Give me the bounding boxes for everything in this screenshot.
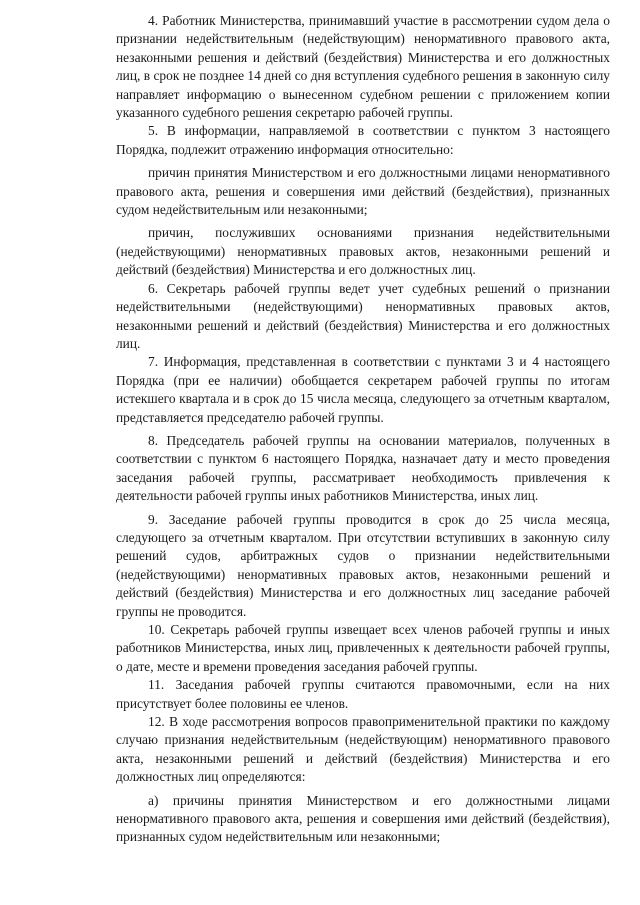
paragraph-9: 9. Заседание рабочей группы проводится в срок до 25 числа месяца, следующего за отчетным кварталом. При отсутствии вступивших в законную силу решений судов, арбитражных судов о признании недействительными (недействующими) ненормативных правовых актов, незаконными решений и действий (бездействия) Министерства и его должностных лиц заседание рабочей группы не проводится.: [116, 511, 610, 619]
paragraph-6: 6. Секретарь рабочей группы ведет учет судебных решений о признании недействительными (недействующими) ненормативных правовых актов, незаконными решений и действий (бездействия) Министерства и его должностных лиц.: [116, 280, 610, 351]
paragraph-11: 11. Заседания рабочей группы считаются правомочными, если на них присутствует более половины ее членов.: [116, 677, 610, 711]
paragraph-10: 10. Секретарь рабочей группы извещает всех членов рабочей группы и иных работников Министерства, иных лиц, привлеченных к деятельности рабочей группы, о дате, месте и времени проведения заседания рабочей группы.: [116, 622, 610, 674]
paragraph-12-item-a: а) причины принятия Министерством и его должностными лицами ненормативного правового акта, решения и совершения ими действий (бездействия), признанных судом недействительным или незаконными;: [116, 792, 610, 845]
paragraph-8: 8. Председатель рабочей группы на основании материалов, полученных в соответствии с пунктом 6 настоящего Порядка, назначает дату и место проведения заседания рабочей группы, рассматривает необходимость привлечения к деятельности рабочей группы иных работников Министерства, иных лиц.: [116, 432, 610, 504]
paragraph-4: 4. Работник Министерства, принимавший участие в рассмотрении судом дела о признании недействительным (недействующим) ненормативного правового акта, незаконными решения и действий (бездействия) Министерства и его должностных лиц, в срок не позднее 14 дней со дня вступления судебного решения в законную силу направляет информацию о вынесенном судебном решении с приложением копии указанного судебного решения секретарю рабочей группы.: [116, 13, 610, 121]
paragraph-5-item-1: причин принятия Министерством и его должностными лицами ненормативного правового акта, решения и совершения ими действий (бездействия), признанных судом недействительным или незаконными;: [116, 165, 610, 218]
paragraph-7: 7. Информация, представленная в соответствии с пунктами 3 и 4 настоящего Порядка (при ее наличии) обобщается секретарем рабочей группы по итогам истекшего квартала и в срок до 15 числа месяца, следующего за отчетным кварталом, представляется председателю рабочей группы.: [116, 354, 610, 425]
paragraph-5-item-2: причин, послуживших основаниями признания недействительными (недействующими) ненормативных правовых актов, незаконными решений и действий (бездействия) Министерства и его должностных лиц.: [116, 225, 610, 278]
paragraph-12: 12. В ходе рассмотрения вопросов правоприменительной практики по каждому случаю признания недействительным (недействующим) ненормативного правового акта, незаконными решений и действий (бездействия) Министерства и его должностных лиц определяются:: [116, 714, 610, 785]
paragraph-5: 5. В информации, направляемой в соответствии с пунктом 3 настоящего Порядка, подлежит отражению информация относительно:: [116, 123, 610, 157]
